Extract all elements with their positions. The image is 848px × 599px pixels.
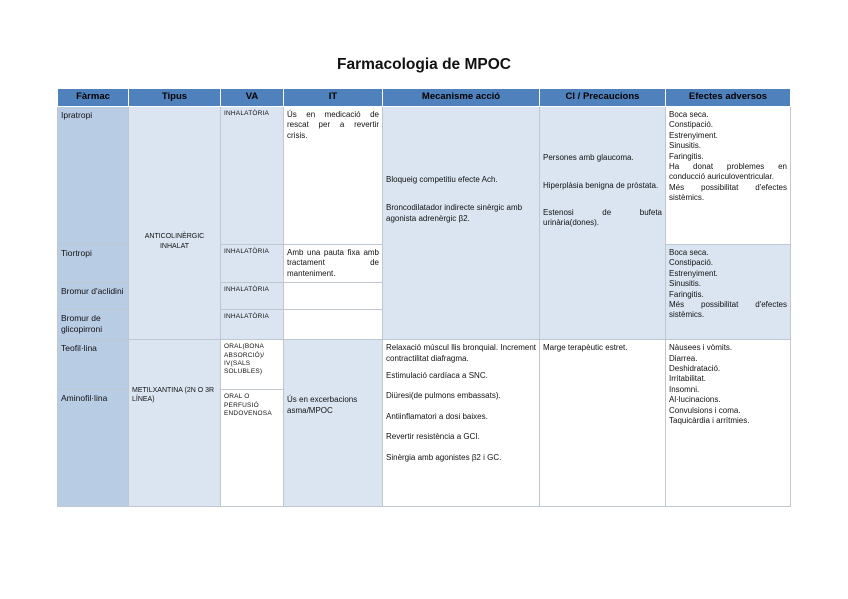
tipus-label: METILXANTINA (2N O 3R LÍNEA) (132, 386, 215, 403)
efecte-line: Taquicàrdia i arrítmies. (669, 415, 750, 425)
efecte-line: Ha donat problemes en conducció auriculoventricular. (669, 161, 787, 182)
ci-line: Hiperplàsia benigna de pròstata. (543, 181, 659, 191)
pharmacology-table (57, 88, 791, 507)
ci-cell (540, 107, 666, 340)
it-cell (284, 283, 383, 310)
table-row (58, 340, 791, 390)
efectes-cell (666, 245, 791, 340)
efecte-line: Estrenyiment. (669, 268, 718, 278)
efecte-line: Boca seca. (669, 248, 709, 257)
efectes-cell (666, 107, 791, 245)
farmac-cell: Aminofil·lina (58, 390, 129, 507)
va-cell: INHALATÒRIA (221, 245, 284, 283)
va-cell: ORAL(BONA ABSORCIÓ)/ IV(SALS SOLUBLES) (221, 340, 284, 390)
ci-line: Estenosi de bufeta urinària(dones). (543, 207, 662, 228)
mecanisme-line: Revertir resistència a GCI. (386, 432, 480, 442)
header-it: IT (284, 89, 383, 107)
efecte-line: Al·lucinacions. (669, 395, 721, 405)
header-farmac: Fàrmac (58, 89, 129, 107)
farmac-cell: Bromur de glicopirroni (58, 310, 129, 340)
efecte-line: Estrenyiment. (669, 130, 718, 140)
mecanisme-line: Relaxació múscul llis bronquial. Increment contractilitat diafragma. (386, 343, 536, 363)
mecanisme-line: Antiinflamatori a dosi baixes. (386, 411, 488, 421)
efecte-line: Més possibilitat d'efectes sistèmics. (669, 182, 787, 203)
efecte-line: Constipació. (669, 120, 714, 130)
farmac-cell: Tiortropi (58, 245, 129, 283)
efecte-line: Insomni. (669, 384, 700, 394)
efecte-line: Nàusees i vòmits. (669, 343, 733, 353)
it-cell (284, 310, 383, 340)
va-cell: INHALATÒRIA (221, 283, 284, 310)
page-title: Farmacologia de MPOC (337, 56, 511, 73)
mecanisme-line: Broncodilatador indirecte sinèrgic amb agonista adrenèrgic β2. (386, 203, 523, 223)
mecanisme-cell (383, 340, 540, 507)
header-va: VA (221, 89, 284, 107)
mecanisme-cell (383, 107, 540, 340)
it-cell: Amb una pauta fixa amb tractament de manteniment. (284, 245, 383, 283)
header-efectes: Efectes adversos (666, 89, 791, 107)
ci-line: Persones amb glaucoma. (543, 153, 634, 162)
va-cell: INHALATÒRIA (221, 310, 284, 340)
header-mecanisme: Mecanisme acció (383, 89, 540, 107)
mecanisme-line: Diüresi(de pulmons embassats). (386, 391, 501, 401)
va-cell: INHALATÒRIA (221, 107, 284, 245)
farmac-cell: Ipratropi (58, 107, 129, 245)
ci-cell: Marge terapèutic estret. (540, 340, 666, 507)
efecte-line: Sinusitis. (669, 279, 702, 289)
farmac-cell: Teofil·lina (58, 340, 129, 390)
it-cell: Ús en medicació de rescat per a revertir crisis. (284, 107, 383, 245)
mecanisme-line: Estimulació cardíaca a SNC. (386, 370, 488, 380)
efectes-cell (666, 340, 791, 507)
tipus-label: ANTICOLINÈRGIC INHALAT (144, 233, 205, 250)
tipus-cell (129, 107, 221, 340)
va-cell: ORAL O PERFUSIÓ ENDOVENOSA (221, 390, 284, 507)
farmac-cell: Bromur d'aclidini (58, 283, 129, 310)
efecte-line: Constipació. (669, 258, 714, 268)
header-ci: CI / Precaucions (540, 89, 666, 107)
efecte-line: Convulsions i coma. (669, 405, 741, 415)
it-text: Ús en excerbacions asma/MPOC (287, 395, 358, 415)
efecte-line: Deshidratació. (669, 363, 721, 373)
tipus-cell (129, 340, 221, 507)
efecte-line: Boca seca. (669, 110, 709, 119)
efecte-line: Faringitis. (669, 151, 704, 161)
table-row (58, 107, 791, 245)
efecte-line: Irritabilitat. (669, 374, 706, 384)
efecte-line: Sinusitis. (669, 141, 702, 151)
it-cell (284, 340, 383, 507)
efecte-line: Més possibilitat d'efectes sistèmics. (669, 299, 787, 320)
header-tipus: Tipus (129, 89, 221, 107)
mecanisme-line: Bloqueig competitiu efecte Ach. (386, 175, 498, 184)
efecte-line: Faringitis. (669, 289, 704, 299)
mecanisme-line: Sinèrgia amb agonistes β2 i GC. (386, 452, 502, 462)
header-row (58, 89, 791, 107)
efecte-line: Diarrea. (669, 353, 698, 363)
